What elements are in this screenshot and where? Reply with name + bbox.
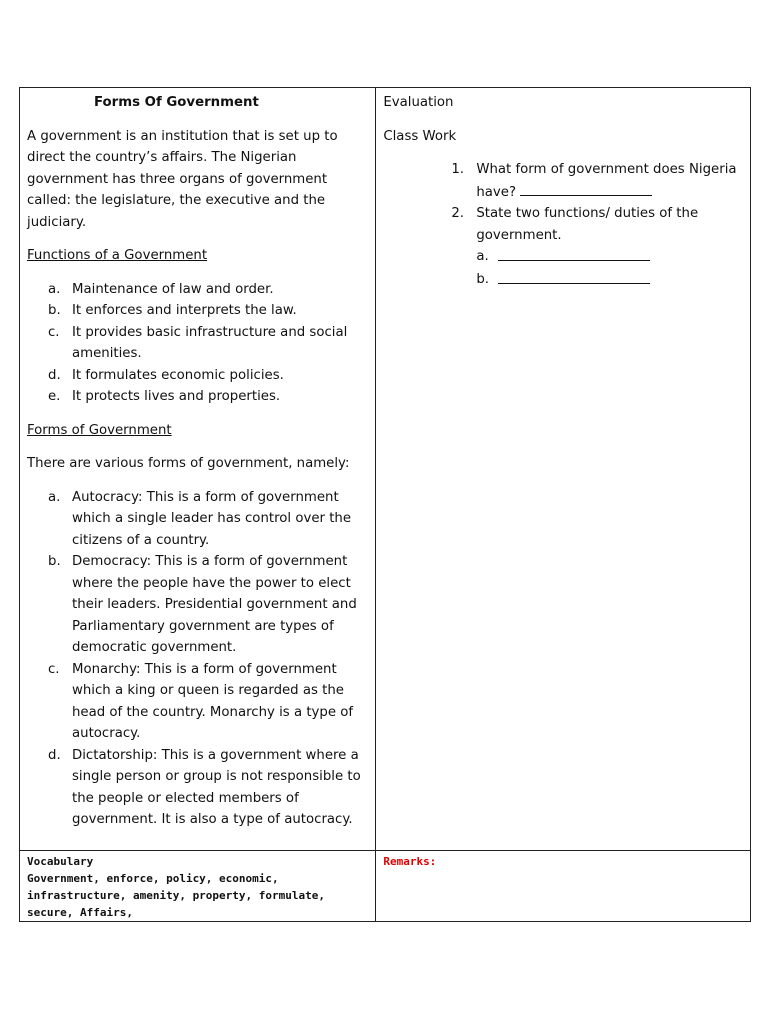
document-title: Forms Of Government: [94, 95, 259, 110]
list-marker: d.: [48, 747, 61, 763]
list-marker: a.: [48, 489, 61, 505]
notes-content: [20, 88, 375, 831]
answer-blank[interactable]: [498, 246, 650, 261]
list-item-text: It formulates economic policies.: [72, 367, 284, 383]
lesson-note-table: [19, 87, 751, 922]
remarks-label: Remarks:: [383, 855, 437, 868]
vocabulary-words: Government, enforce, policy, economic, infrastructure, amenity, property, formulate, secure, Affairs,: [27, 872, 326, 919]
evaluation-cell: [376, 88, 751, 851]
list-item: [27, 386, 367, 408]
list-marker: c.: [48, 661, 60, 677]
list-item: [27, 551, 367, 659]
classwork-label: Class Work: [383, 128, 457, 144]
forms-heading: Forms of Government: [27, 422, 172, 438]
list-item-text: It protects lives and properties.: [72, 389, 281, 404]
vocabulary-label: Vocabulary: [27, 855, 94, 868]
question-list: [383, 159, 742, 291]
list-item: [27, 279, 367, 301]
list-item-text: Dictatorship: This is a government where a single person or group is not responsible to the people or elected members of government. It is also a type of autocracy.: [72, 747, 361, 827]
list-marker: b.: [48, 554, 61, 569]
list-item: [27, 300, 367, 322]
answer-blank[interactable]: [498, 269, 650, 284]
answer-item: [476, 246, 742, 269]
footer-row: [20, 851, 751, 922]
list-item-text: Democracy: This is a form of government where the people have the power to elect their leaders. Presidential government and Parliamentary government are types of democratic government.: [72, 554, 357, 655]
list-item: [27, 745, 367, 831]
question-item: [383, 159, 742, 203]
vocabulary-content: [20, 851, 375, 921]
question-text: What form of government does Nigeria have?: [476, 162, 737, 200]
list-marker: d.: [48, 367, 61, 383]
vocabulary-cell: [20, 851, 376, 922]
list-marker: a.: [48, 281, 61, 297]
question-number: 2.: [451, 206, 465, 221]
list-item: [27, 487, 367, 552]
list-item-text: Autocracy: This is a form of government which a single leader has control over the citizens of a country.: [72, 489, 352, 548]
evaluation-label: Evaluation: [383, 95, 454, 110]
intro-paragraph: A government is an institution that is set up to direct the country’s affairs. The Nigerian government has three organs of government called: the legislature, the executive and the judiciary.: [27, 128, 338, 230]
answer-blank[interactable]: [520, 181, 652, 196]
list-item: [27, 659, 367, 745]
list-item: [27, 365, 367, 387]
answer-item: [476, 269, 742, 292]
functions-heading: Functions of a Government: [27, 248, 208, 263]
answer-marker: b.: [476, 271, 489, 287]
list-item-text: It provides basic infrastructure and social amenities.: [72, 324, 348, 361]
list-item-text: Monarchy: This is a form of government which a king or queen is regarded as the head of the country. Monarchy is a type of autocracy.: [72, 661, 354, 741]
question-text: State two functions/ duties of the government.: [476, 206, 699, 243]
forms-intro: There are various forms of government, namely:: [27, 456, 350, 471]
list-marker: e.: [48, 389, 61, 404]
list-item-text: Maintenance of law and order.: [72, 281, 274, 297]
forms-list: [27, 487, 367, 831]
evaluation-content: [376, 88, 750, 291]
functions-list: [27, 279, 367, 408]
list-item: [27, 322, 367, 365]
question-number: 1.: [451, 162, 465, 177]
answer-marker: a.: [476, 249, 489, 264]
list-item-text: It enforces and interprets the law.: [72, 303, 297, 318]
remarks-cell: [376, 851, 751, 922]
question-item: [383, 203, 742, 291]
list-marker: c.: [48, 324, 60, 340]
content-row: [20, 88, 751, 851]
list-marker: b.: [48, 303, 61, 318]
answer-list: [476, 246, 742, 291]
notes-cell: [20, 88, 376, 851]
